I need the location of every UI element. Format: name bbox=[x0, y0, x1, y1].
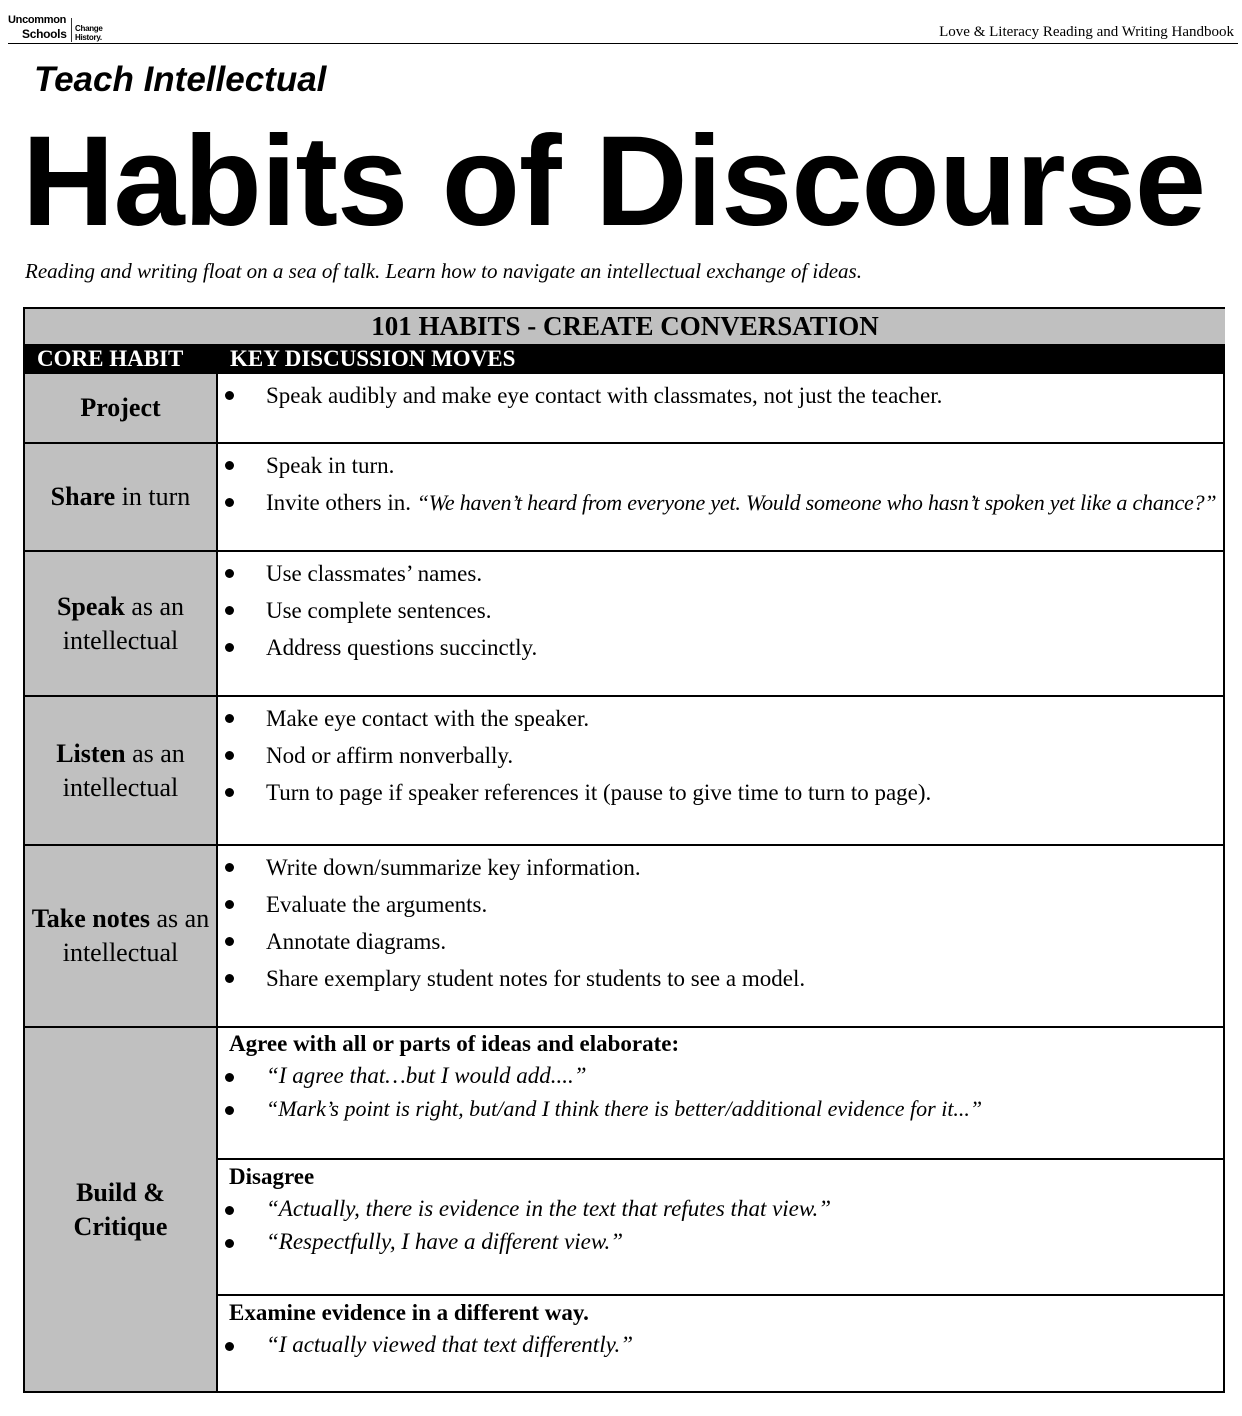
group-heading: Disagree bbox=[229, 1164, 315, 1189]
habit-cell-share bbox=[25, 444, 218, 552]
page-subtitle: Reading and writing float on a sea of talk. Learn how to navigate an intellectual exchange of ideas. bbox=[25, 259, 862, 283]
moves-cell-take-notes bbox=[218, 846, 1225, 1028]
habit-cell-project bbox=[25, 374, 218, 444]
habit-cell-build-critique bbox=[25, 1028, 218, 1391]
bullet-icon bbox=[225, 1106, 234, 1115]
habit-name: Share bbox=[50, 482, 116, 511]
logo-divider bbox=[71, 18, 72, 42]
list-item: Use classmates’ names. bbox=[218, 555, 1225, 592]
page-kicker: Teach Intellectual bbox=[34, 60, 327, 99]
list-item: Speak in turn. bbox=[218, 447, 1225, 484]
bullet-icon bbox=[225, 900, 234, 909]
bullet-icon bbox=[225, 788, 234, 797]
bullet-icon bbox=[225, 1342, 234, 1351]
list-item: Address questions succinctly. bbox=[218, 629, 1225, 666]
list-item: Annotate diagrams. bbox=[218, 923, 1225, 960]
list-item: Turn to page if speaker references it (pause to give time to turn to page). bbox=[218, 774, 1225, 811]
bullet-icon bbox=[225, 606, 234, 615]
habit-qualifier: as an intellectual bbox=[62, 738, 185, 802]
moves-cell-listen bbox=[218, 697, 1225, 846]
list-item: “I actually viewed that text differently.” bbox=[218, 1328, 1225, 1361]
bullet-icon bbox=[225, 1239, 234, 1248]
list-item: “I agree that…but I would add....” bbox=[218, 1059, 1225, 1092]
habit-qualifier: in turn bbox=[115, 482, 191, 511]
moves-group-examine bbox=[218, 1296, 1225, 1391]
uncommon-schools-logo bbox=[8, 14, 120, 44]
bullet-icon bbox=[225, 391, 234, 400]
list-item: Use complete sentences. bbox=[218, 592, 1225, 629]
habit-name: Project bbox=[80, 393, 161, 422]
table-header-row bbox=[25, 344, 1225, 374]
bullet-icon bbox=[225, 751, 234, 760]
bullet-icon bbox=[225, 937, 234, 946]
list-item: Write down/summarize key information. bbox=[218, 849, 1225, 886]
list-item: Speak audibly and make eye contact with classmates, not just the teacher. bbox=[218, 377, 1225, 414]
habit-cell-take-notes bbox=[25, 846, 218, 1028]
habit-name: Listen bbox=[56, 738, 126, 768]
header-rule bbox=[8, 43, 1238, 44]
bullet-icon bbox=[225, 1073, 234, 1082]
list-item: “Respectfully, I have a different view.” bbox=[218, 1225, 1225, 1258]
moves-cell-project bbox=[218, 374, 1225, 444]
page-title: Habits of Discourse bbox=[22, 110, 1206, 253]
list-item: Invite others in. “We haven’t heard from everyone yet. Would someone who hasn’t spoken yet like a chance?” bbox=[218, 484, 1225, 521]
bullet-icon bbox=[225, 461, 234, 470]
logo-line2: Schools bbox=[22, 27, 67, 41]
bullet-icon bbox=[225, 569, 234, 578]
list-item: Nod or affirm nonverbally. bbox=[218, 737, 1225, 774]
col-header-core-habit: CORE HABIT bbox=[37, 346, 184, 371]
bullet-icon bbox=[225, 1206, 234, 1215]
group-heading: Examine evidence in a different way. bbox=[229, 1300, 589, 1325]
list-item: Evaluate the arguments. bbox=[218, 886, 1225, 923]
moves-group-disagree bbox=[218, 1160, 1225, 1296]
list-item: “Mark’s point is right, but/and I think there is better/additional evidence for it...” bbox=[218, 1092, 1225, 1125]
habit-qualifier: as an intellectual bbox=[62, 591, 185, 655]
habits-table bbox=[23, 307, 1225, 1393]
moves-cell-speak bbox=[218, 552, 1225, 697]
bullet-icon bbox=[225, 863, 234, 872]
bullet-icon bbox=[225, 974, 234, 983]
list-item: Share exemplary student notes for students to see a model. bbox=[218, 960, 1225, 997]
moves-group-agree bbox=[218, 1028, 1225, 1160]
bullet-icon bbox=[225, 714, 234, 723]
habit-name: Take notes bbox=[31, 904, 151, 933]
col-header-key-moves: KEY DISCUSSION MOVES bbox=[230, 346, 516, 371]
bullet-icon bbox=[225, 643, 234, 652]
logo-tagline: Change History. bbox=[75, 24, 103, 42]
habit-cell-speak bbox=[25, 552, 218, 697]
logo-line1: Uncommon bbox=[8, 14, 67, 26]
group-heading: Agree with all or parts of ideas and elaborate: bbox=[229, 1031, 680, 1056]
table-band-title: 101 HABITS - CREATE CONVERSATION bbox=[25, 309, 1225, 344]
list-item: “Actually, there is evidence in the text that refutes that view.” bbox=[218, 1192, 1225, 1225]
habit-name: Build & Critique bbox=[73, 1177, 168, 1241]
habit-qualifier: as an intellectual bbox=[62, 904, 210, 967]
bullet-icon bbox=[225, 498, 234, 507]
habit-name: Speak bbox=[56, 591, 125, 621]
list-item: Make eye contact with the speaker. bbox=[218, 700, 1225, 737]
handbook-title: Love & Literacy Reading and Writing Handbook bbox=[939, 24, 1234, 40]
habit-cell-listen bbox=[25, 697, 218, 846]
moves-cell-share bbox=[218, 444, 1225, 552]
